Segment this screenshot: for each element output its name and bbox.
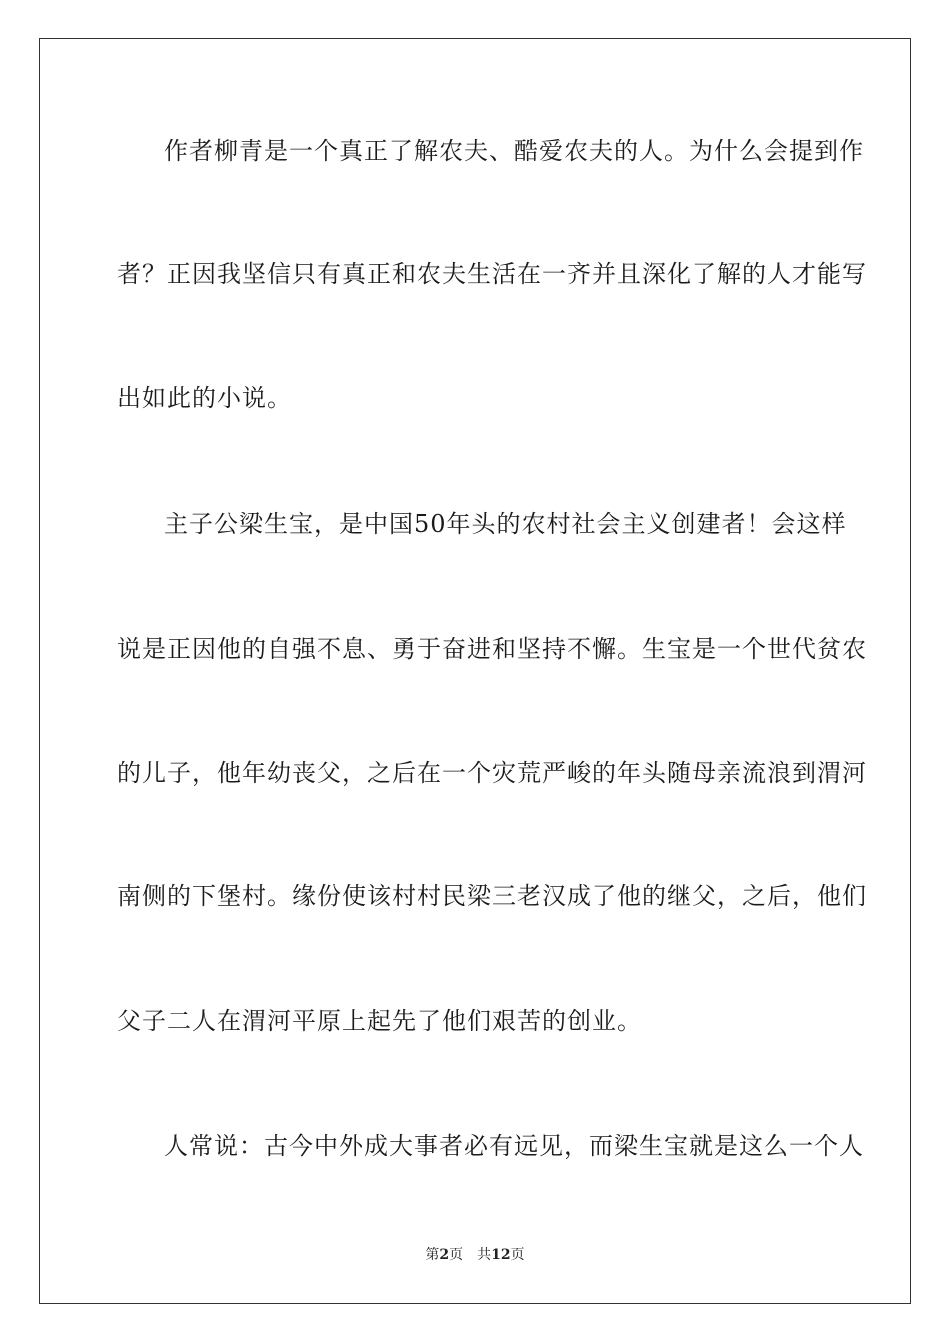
footer-total-prefix: 共 <box>477 1247 492 1263</box>
paragraph-1-line-3: 出如此的小说。 <box>117 384 292 412</box>
paragraph-2-line-4: 南侧的下堡村。缘份使该村村民梁三老汉成了他的继父，之后，他们 <box>117 882 867 910</box>
footer-page-prefix: 第 <box>425 1247 440 1263</box>
paragraph-1-line-1: 作者柳青是一个真正了解农夫、酷爱农夫的人。为什么会提到作 <box>164 137 864 165</box>
paragraph-2-line-1: 主子公梁生宝，是中国50年头的农村社会主义创建者！会这样 <box>164 510 847 538</box>
paragraph-1-line-2: 者？正因我坚信只有真正和农夫生活在一齐并且深化了解的人才能写 <box>117 260 867 288</box>
paragraph-2-line-5: 父子二人在渭河平原上起先了他们艰苦的创业。 <box>117 1007 642 1035</box>
footer-page-suffix: 页 <box>449 1247 464 1263</box>
footer-page-number: 2 <box>439 1247 450 1263</box>
page-footer <box>0 1246 950 1264</box>
page-border <box>39 38 911 1304</box>
paragraph-2-line-2: 说是正因他的自强不息、勇于奋进和坚持不懈。生宝是一个世代贫农 <box>117 635 867 663</box>
paragraph-3-line-1: 人常说：古今中外成大事者必有远见，而梁生宝就是这么一个人 <box>164 1132 864 1160</box>
footer-total-number: 12 <box>491 1247 511 1263</box>
footer-total-suffix: 页 <box>510 1247 525 1263</box>
paragraph-2-line-3: 的儿子，他年幼丧父，之后在一个灾荒严峻的年头随母亲流浪到渭河 <box>117 759 867 787</box>
